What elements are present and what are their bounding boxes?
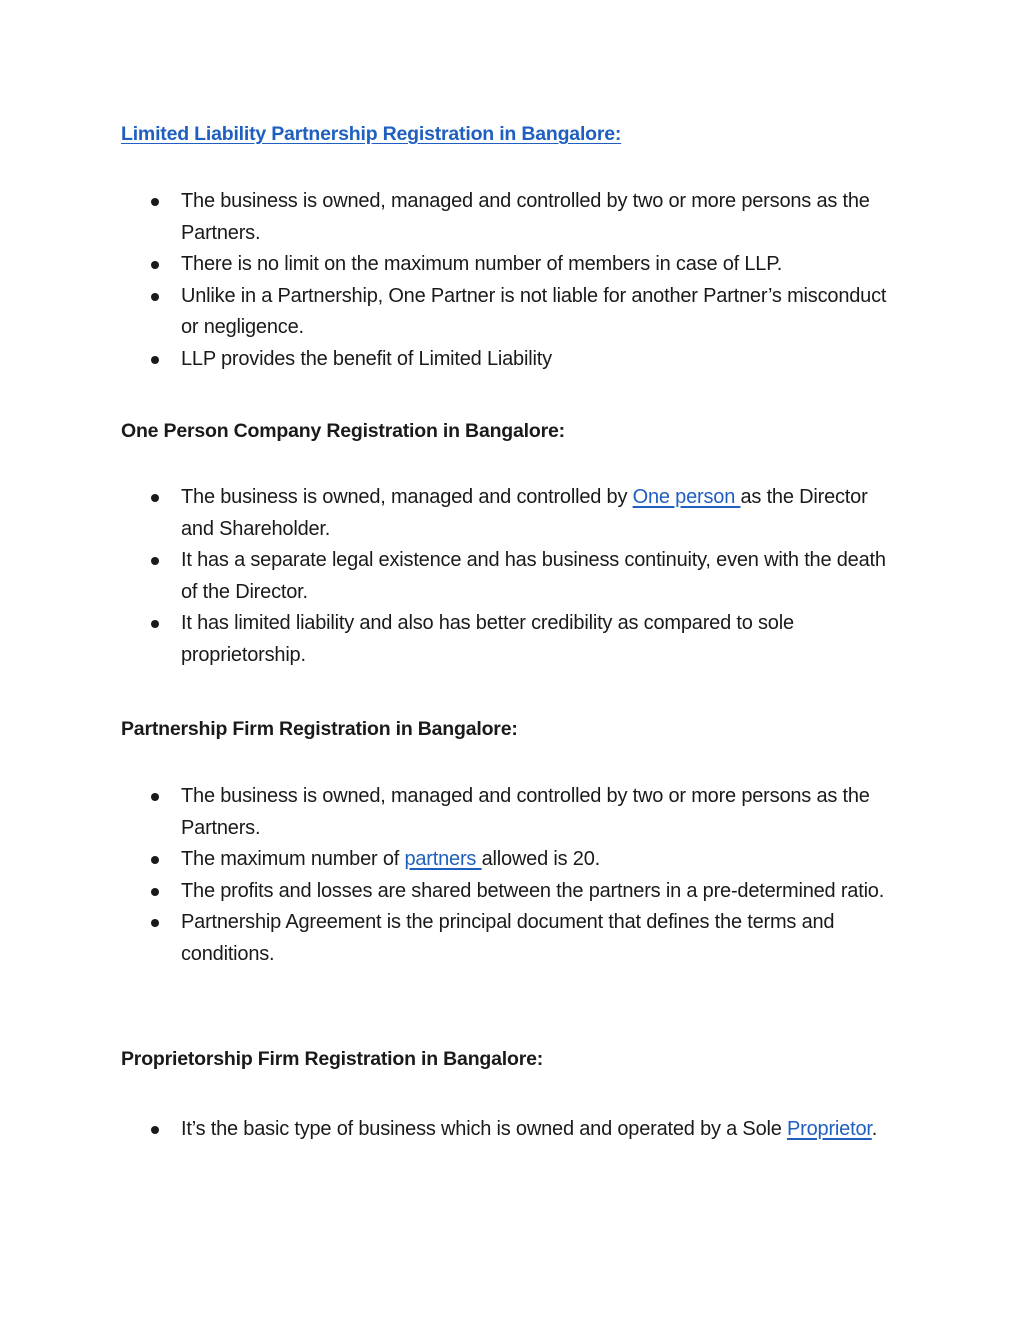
proprietor-link[interactable]: Proprietor bbox=[787, 1118, 872, 1140]
bullet-icon bbox=[151, 293, 159, 301]
list-item bbox=[0, 907, 901, 970]
proprietorship-heading: Proprietorship Firm Registration in Bangalore: bbox=[121, 1048, 544, 1070]
bullet-icon bbox=[151, 198, 159, 206]
list-item-text: Partnership Agreement is the principal document that defines the terms and conditions. bbox=[181, 911, 835, 965]
list-item-text: It’s the basic type of business which is owned and operated by a Sole bbox=[181, 1118, 788, 1140]
bullet-icon bbox=[151, 261, 159, 269]
llp-heading-link[interactable]: Limited Liability Partnership Registration in Bangalore: bbox=[121, 123, 622, 145]
bullet-icon bbox=[151, 856, 159, 864]
bullet-icon bbox=[151, 919, 159, 927]
list-item bbox=[0, 281, 901, 344]
bullet-icon bbox=[151, 793, 159, 801]
list-item-text: There is no limit on the maximum number of members in case of LLP. bbox=[181, 253, 783, 275]
list-item-text: It has a separate legal existence and has business continuity, even with the death of the Director. bbox=[181, 549, 886, 603]
bullet-icon bbox=[151, 620, 159, 628]
list-item-text: The business is owned, managed and controlled by two or more persons as the Partners. bbox=[181, 785, 870, 839]
list-item-text: The business is owned, managed and controlled by two or more persons as the Partners. bbox=[181, 190, 870, 244]
list-item bbox=[0, 876, 901, 908]
partnership-heading: Partnership Firm Registration in Bangalore: bbox=[121, 718, 518, 740]
list-item-text: Unlike in a Partnership, One Partner is not liable for another Partner’s misconduct or negligence. bbox=[181, 284, 887, 338]
list-item bbox=[0, 781, 901, 844]
partnership-bullet-list bbox=[0, 781, 1024, 970]
list-item bbox=[0, 482, 901, 545]
opc-heading: One Person Company Registration in Bangalore: bbox=[121, 420, 565, 442]
one-person-link[interactable]: One person bbox=[632, 486, 741, 508]
list-item bbox=[0, 608, 901, 671]
list-item-text: The business is owned, managed and controlled by bbox=[181, 486, 633, 508]
list-item-text: as the Director and Shareholder. bbox=[181, 486, 868, 540]
opc-bullet-list bbox=[0, 482, 1024, 671]
list-item bbox=[0, 545, 901, 608]
llp-bullet-list bbox=[0, 186, 1024, 375]
bullet-icon bbox=[151, 356, 159, 364]
list-item-text: LLP provides the benefit of Limited Liability bbox=[181, 347, 552, 370]
list-item-text: The maximum number of bbox=[181, 848, 405, 870]
proprietorship-bullet-list bbox=[0, 1114, 1024, 1146]
bullet-icon bbox=[151, 1126, 159, 1134]
partners-link[interactable]: partners bbox=[404, 848, 482, 870]
list-item-text: allowed is 20. bbox=[481, 848, 600, 870]
list-item-text: The profits and losses are shared between the partners in a pre-determined ratio. bbox=[181, 879, 885, 902]
bullet-icon bbox=[151, 557, 159, 565]
list-item bbox=[0, 844, 901, 876]
list-item bbox=[0, 249, 901, 281]
list-item-text: It has limited liability and also has better credibility as compared to sole proprietorship. bbox=[181, 612, 794, 666]
list-item bbox=[0, 186, 901, 249]
list-item bbox=[0, 1114, 901, 1146]
list-item bbox=[0, 344, 901, 376]
list-item-text: . bbox=[871, 1118, 878, 1140]
bullet-icon bbox=[151, 494, 159, 502]
bullet-icon bbox=[151, 888, 159, 896]
